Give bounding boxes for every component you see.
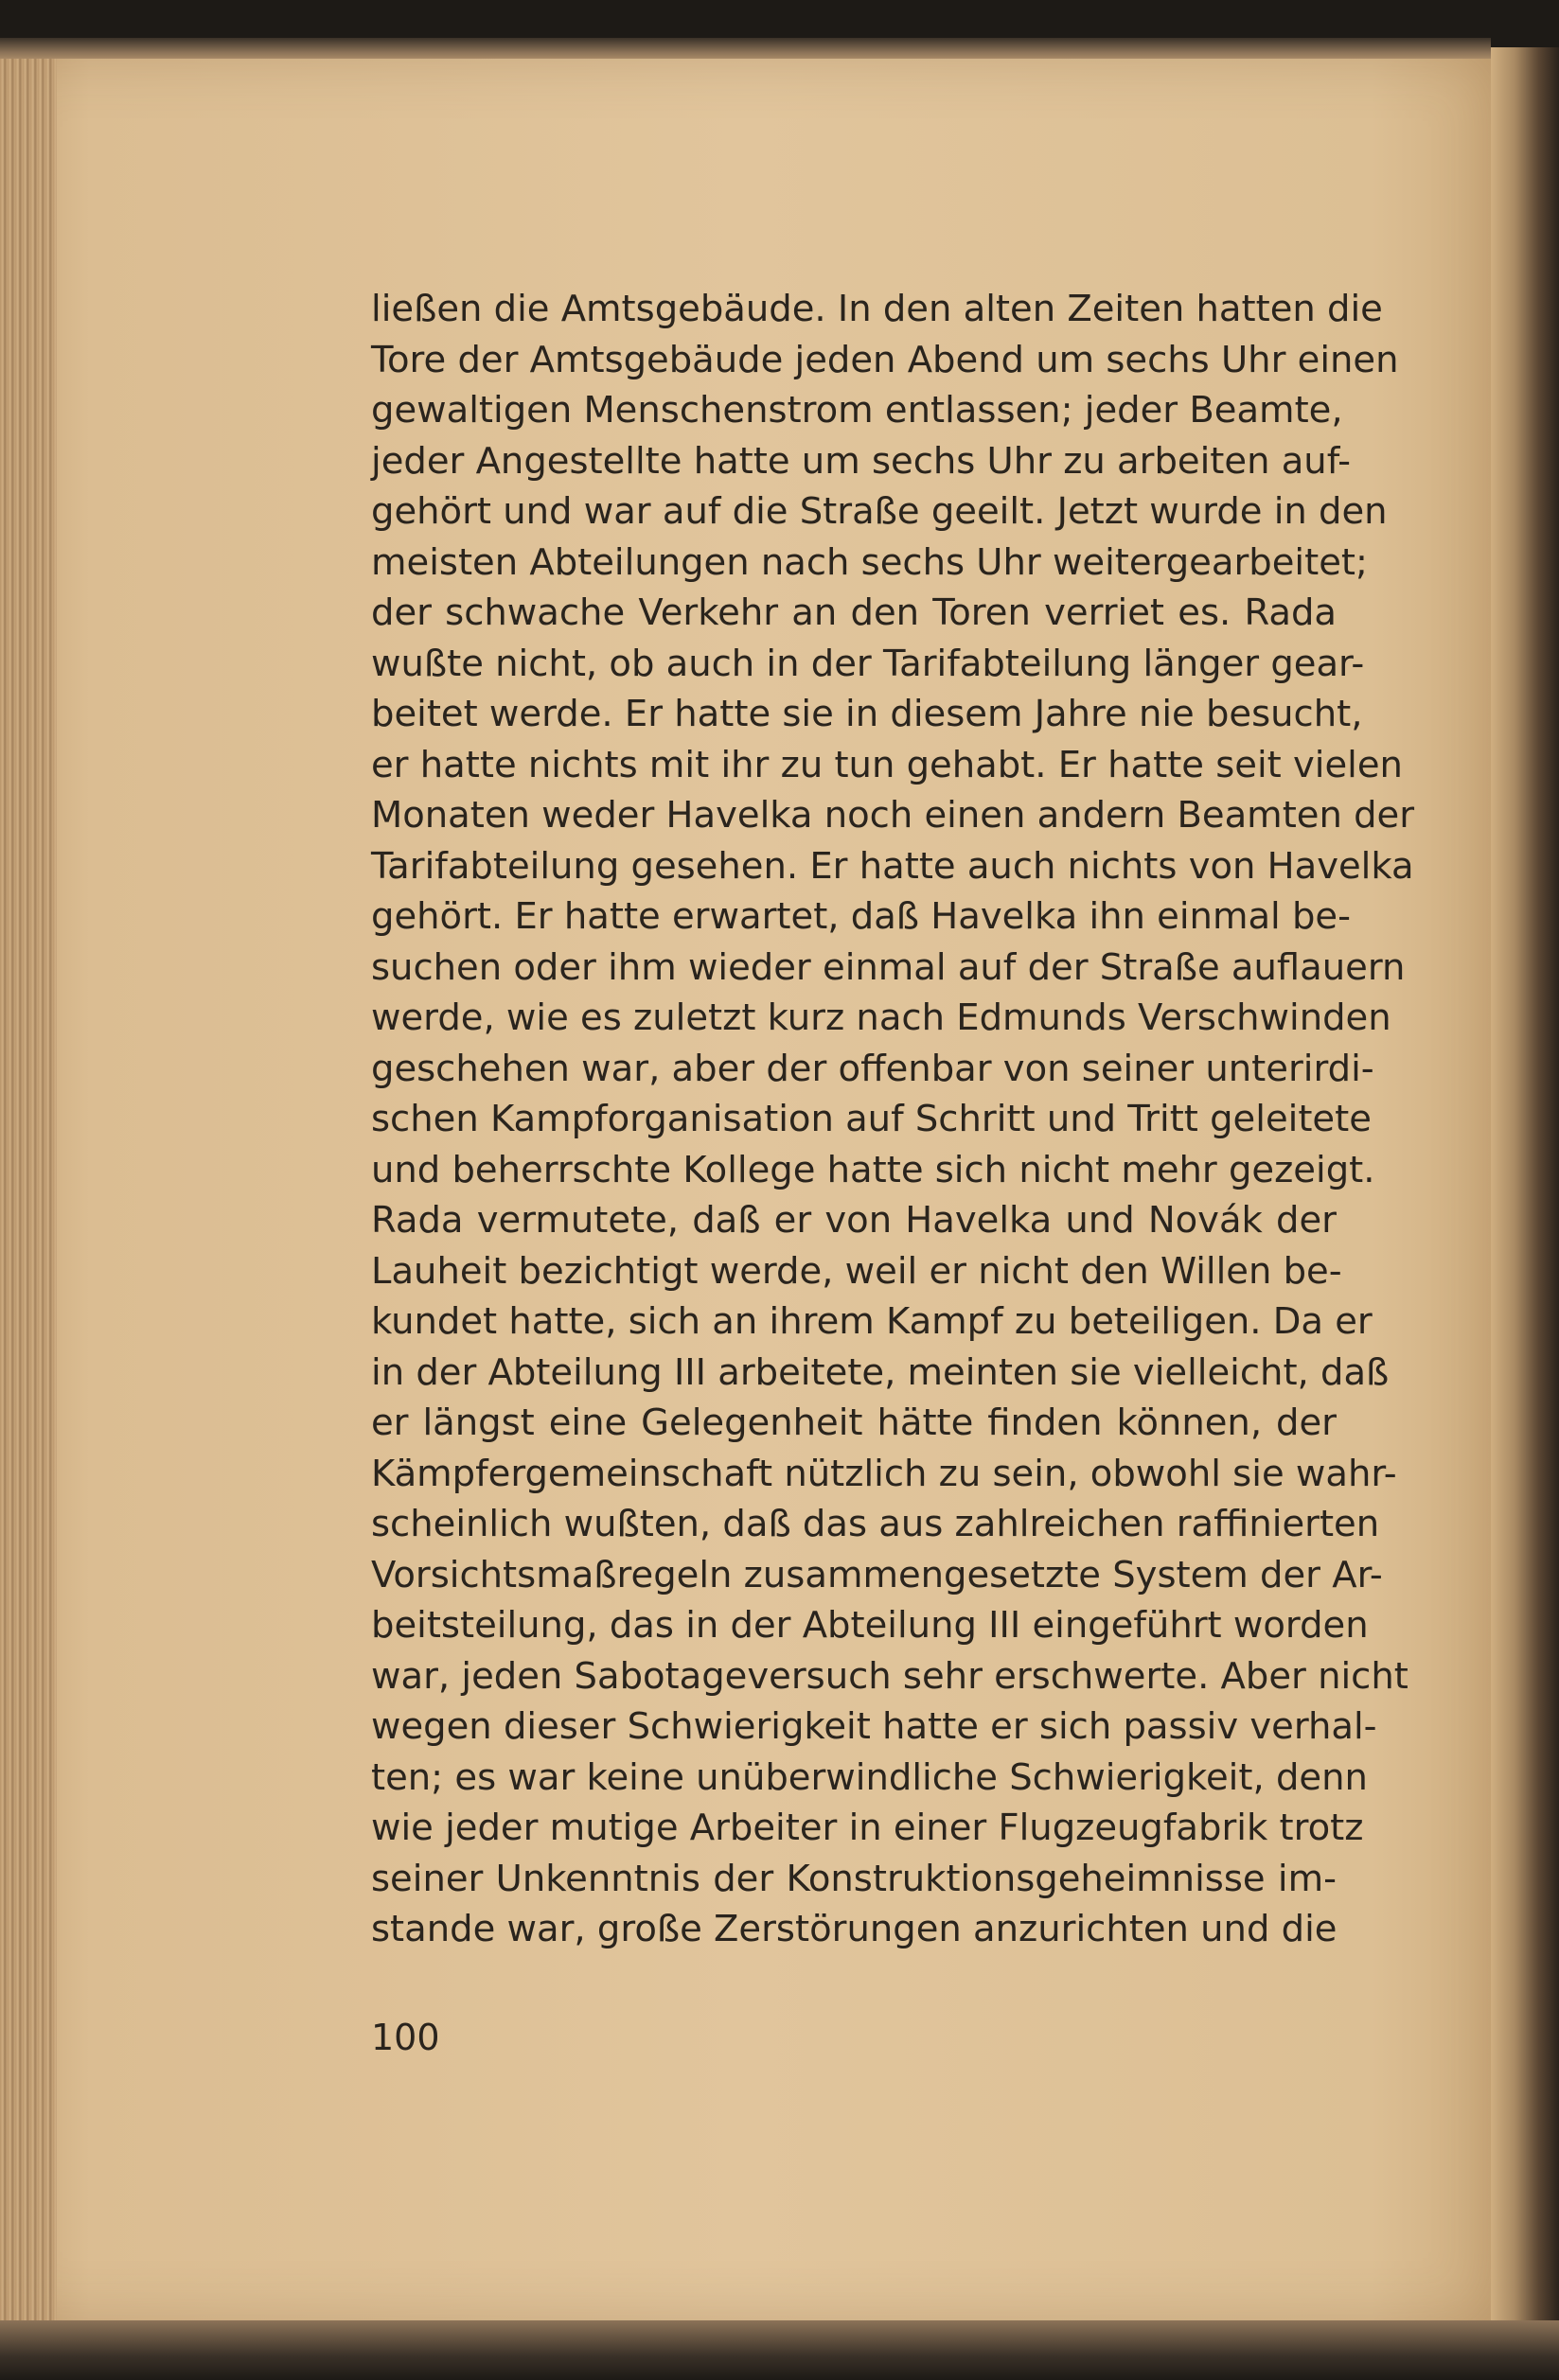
text-line: wie jeder mutige Arbeiter in einer Flugzeugfabrik trotz <box>371 1807 1364 1849</box>
text-line: ließen die Amtsgebäude. In den alten Zeiten hatten die <box>371 288 1383 330</box>
text-line: geschehen war, aber der offenbar von seiner unterirdi- <box>371 1047 1374 1090</box>
text-line: Tore der Amtsgebäude jeden Abend um sechs Uhr einen <box>371 338 1399 381</box>
text-line: suchen oder ihm wieder einmal auf der Straße auflauern <box>371 945 1406 989</box>
text-line: beitet werde. Er hatte sie in diesem Jahre nie besucht, <box>371 693 1363 735</box>
text-line: meisten Abteilungen nach sechs Uhr weitergearbeitet; <box>371 540 1368 584</box>
text-line: er längst eine Gelegenheit hätte finden können, der <box>371 1402 1337 1444</box>
text-line: kundet hatte, sich an ihrem Kampf zu beteiligen. Da er <box>371 1300 1373 1343</box>
text-line: und beherrschte Kollege hatte sich nicht mehr gezeigt. <box>371 1148 1375 1191</box>
text-line: beitsteilung, das in der Abteilung III eingeführt worden <box>371 1604 1369 1647</box>
text-line: scheinlich wußten, daß das aus zahlreichen raffinierten <box>371 1503 1380 1545</box>
text-line: schen Kampforganisation auf Schritt und Tritt geleitete <box>371 1098 1372 1140</box>
text-line: Rada vermutete, daß er von Havelka und Novák der <box>371 1199 1337 1242</box>
text-line: Vorsichtsmaßregeln zusammengesetzte System der Ar- <box>371 1553 1383 1596</box>
text-line: gehört und war auf die Straße geeilt. Jetzt wurde in den <box>371 490 1388 533</box>
text-line: er hatte nichts mit ihr zu tun gehabt. Er hatte seit vielen <box>371 743 1403 786</box>
text-line: ten; es war keine unüberwindliche Schwierigkeit, denn <box>371 1755 1368 1799</box>
text-line: Tarifabteilung gesehen. Er hatte auch nichts von Havelka <box>371 844 1414 888</box>
text-line: jeder Angestellte hatte um sechs Uhr zu arbeiten auf- <box>371 439 1352 483</box>
page-stack-edges <box>0 59 57 2320</box>
text-line: wegen dieser Schwierigkeit hatte er sich passiv verhal- <box>371 1705 1377 1748</box>
page-number: 100 <box>371 2017 440 2058</box>
book-cover-right-edge <box>1491 47 1559 2337</box>
text-line: der schwache Verkehr an den Toren verriet es. Rada <box>371 591 1337 634</box>
text-line: in der Abteilung III arbeitete, meinten sie vielleicht, daß <box>371 1350 1390 1394</box>
text-line: seiner Unkenntnis der Konstruktionsgeheimnisse im- <box>371 1857 1337 1900</box>
text-line: stande war, große Zerstörungen anzurichten und die <box>371 1908 1338 1950</box>
body-text <box>371 284 1415 1955</box>
book-cover-bottom-edge <box>0 2320 1559 2380</box>
text-line: Kämpfergemeinschaft nützlich zu sein, obwohl sie wahr- <box>371 1452 1397 1495</box>
text-line: gehört. Er hatte erwartet, daß Havelka ihn einmal be- <box>371 895 1352 938</box>
text-line: war, jeden Sabotageversuch sehr erschwerte. Aber nicht <box>371 1654 1408 1698</box>
text-line: Monaten weder Havelka noch einen andern Beamten der <box>371 794 1415 837</box>
text-line: wußte nicht, ob auch in der Tarifabteilung länger gear- <box>371 642 1365 685</box>
text-line: Lauheit bezichtigt werde, weil er nicht den Willen be- <box>371 1249 1342 1293</box>
text-line: gewaltigen Menschenstrom entlassen; jeder Beamte, <box>371 389 1343 432</box>
text-line: werde, wie es zuletzt kurz nach Edmunds Verschwinden <box>371 996 1391 1039</box>
